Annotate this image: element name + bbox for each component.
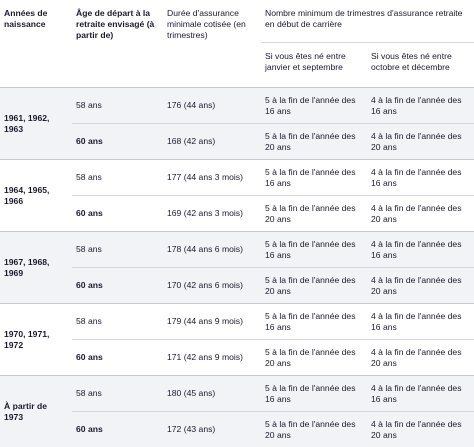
duration-cell: 180 (45 ans) bbox=[163, 376, 261, 412]
age-cell: 60 ans bbox=[72, 124, 163, 160]
header-insurance-duration: Durée d'assurance minimale cotisée (en trimestres) bbox=[163, 0, 261, 88]
quarters-oct-dec-cell: 4 à la fin de l'année des 20 ans bbox=[367, 412, 474, 447]
table-header bbox=[0, 0, 474, 88]
birth-years-cell: 1964, 1965, 1966 bbox=[0, 160, 72, 232]
duration-cell: 171 (42 ans 9 mois) bbox=[163, 340, 261, 376]
birth-years-cell: 1961, 1962, 1963 bbox=[0, 88, 72, 160]
quarters-jan-sep-cell: 5 à la fin de l'année des 20 ans bbox=[261, 124, 367, 160]
quarters-oct-dec-cell: 4 à la fin de l'année des 20 ans bbox=[367, 124, 474, 160]
quarters-jan-sep-cell: 5 à la fin de l'année des 16 ans bbox=[261, 232, 367, 268]
age-cell: 60 ans bbox=[72, 340, 163, 376]
table-row bbox=[0, 124, 474, 160]
duration-cell: 168 (42 ans) bbox=[163, 124, 261, 160]
row-group bbox=[0, 160, 474, 232]
row-group bbox=[0, 88, 474, 160]
age-cell: 58 ans bbox=[72, 88, 163, 124]
quarters-jan-sep-cell: 5 à la fin de l'année des 16 ans bbox=[261, 160, 367, 196]
quarters-oct-dec-cell: 4 à la fin de l'année des 20 ans bbox=[367, 268, 474, 304]
age-cell: 58 ans bbox=[72, 376, 163, 412]
birth-years-cell: 1970, 1971, 1972 bbox=[0, 304, 72, 376]
quarters-jan-sep-cell: 5 à la fin de l'année des 16 ans bbox=[261, 88, 367, 124]
table-row bbox=[0, 196, 474, 232]
table-row bbox=[0, 340, 474, 376]
duration-cell: 172 (43 ans) bbox=[163, 412, 261, 447]
quarters-oct-dec-cell: 4 à la fin de l'année des 16 ans bbox=[367, 88, 474, 124]
duration-cell: 169 (42 ans 3 mois) bbox=[163, 196, 261, 232]
table-row bbox=[0, 376, 474, 412]
birth-years-cell: 1967, 1968, 1969 bbox=[0, 232, 72, 304]
quarters-jan-sep-cell: 5 à la fin de l'année des 20 ans bbox=[261, 340, 367, 376]
table-row bbox=[0, 232, 474, 268]
quarters-jan-sep-cell: 5 à la fin de l'année des 16 ans bbox=[261, 304, 367, 340]
quarters-oct-dec-cell: 4 à la fin de l'année des 20 ans bbox=[367, 196, 474, 232]
age-cell: 58 ans bbox=[72, 304, 163, 340]
quarters-oct-dec-cell: 4 à la fin de l'année des 16 ans bbox=[367, 376, 474, 412]
row-group bbox=[0, 232, 474, 304]
header-departure-age: Âge de départ à la retraite envisagé (à partir de) bbox=[72, 0, 163, 88]
quarters-oct-dec-cell: 4 à la fin de l'année des 16 ans bbox=[367, 160, 474, 196]
table-row bbox=[0, 412, 474, 447]
header-born-jan-sep: Si vous êtes né entre janvier et septembre bbox=[261, 43, 367, 88]
quarters-oct-dec-cell: 4 à la fin de l'année des 16 ans bbox=[367, 304, 474, 340]
age-cell: 58 ans bbox=[72, 160, 163, 196]
quarters-jan-sep-cell: 5 à la fin de l'année des 20 ans bbox=[261, 196, 367, 232]
table-row bbox=[0, 160, 474, 196]
quarters-oct-dec-cell: 4 à la fin de l'année des 16 ans bbox=[367, 232, 474, 268]
quarters-oct-dec-cell: 4 à la fin de l'année des 20 ans bbox=[367, 340, 474, 376]
table-row bbox=[0, 304, 474, 340]
table-row bbox=[0, 268, 474, 304]
quarters-jan-sep-cell: 5 à la fin de l'année des 20 ans bbox=[261, 268, 367, 304]
header-born-oct-dec: Si vous êtes né entre octobre et décembre bbox=[367, 43, 474, 88]
quarters-jan-sep-cell: 5 à la fin de l'année des 16 ans bbox=[261, 376, 367, 412]
header-min-quarters: Nombre minimum de trimestres d'assurance retraite en début de carrière bbox=[261, 0, 474, 43]
age-cell: 60 ans bbox=[72, 412, 163, 447]
birth-years-cell: À partir de 1973 bbox=[0, 376, 72, 447]
duration-cell: 177 (44 ans 3 mois) bbox=[163, 160, 261, 196]
quarters-jan-sep-cell: 5 à la fin de l'année des 20 ans bbox=[261, 412, 367, 447]
duration-cell: 179 (44 ans 9 mois) bbox=[163, 304, 261, 340]
duration-cell: 178 (44 ans 6 mois) bbox=[163, 232, 261, 268]
duration-cell: 170 (42 ans 6 mois) bbox=[163, 268, 261, 304]
age-cell: 58 ans bbox=[72, 232, 163, 268]
age-cell: 60 ans bbox=[72, 196, 163, 232]
table-row bbox=[0, 88, 474, 124]
header-birth-year: Années de naissance bbox=[0, 0, 72, 88]
duration-cell: 176 (44 ans) bbox=[163, 88, 261, 124]
row-group bbox=[0, 376, 474, 447]
age-cell: 60 ans bbox=[72, 268, 163, 304]
row-group bbox=[0, 304, 474, 376]
